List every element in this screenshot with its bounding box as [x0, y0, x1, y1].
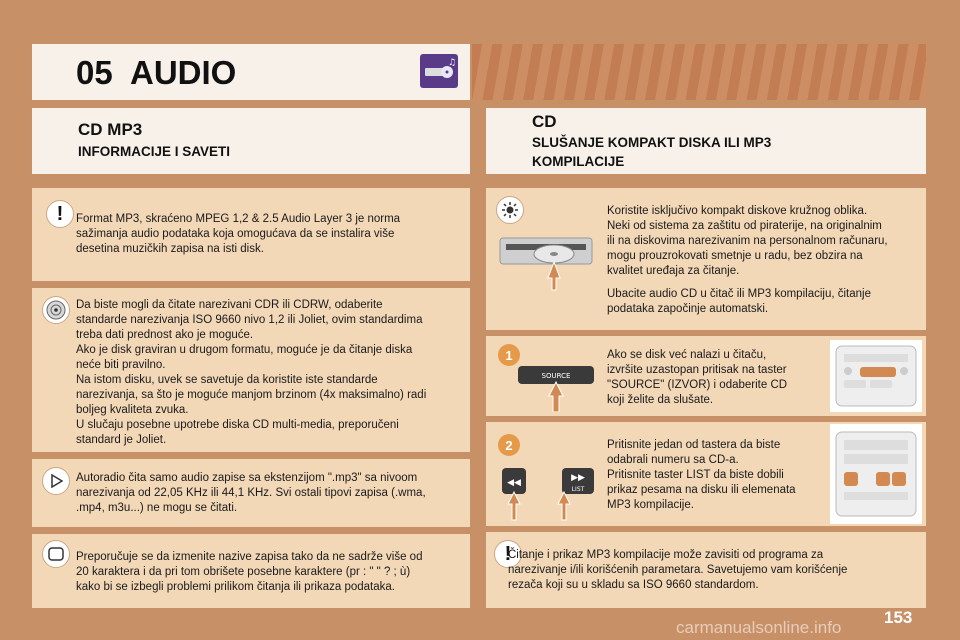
block-text: Format MP3, skraćeno MPEG 1,2 & 2.5 Audio Layer 3 je norma sažimanja audio podataka koja omogućava da se instalira više desetina muzičkih zapisa na isti disk. — [76, 213, 401, 255]
radio-panel-illustration-2 — [830, 424, 922, 524]
chapter-header — [32, 44, 470, 100]
block-text: Autoradio čita samo audio zapise sa ekstenzijom ".mp3" sa nivoom narezivanja od 22,05 KHz ili 44,1 KHz. Svi ostali tipovi zapisa (.wma, .mp4, m3u...) ne mogu se čitati. — [76, 472, 426, 514]
left-section-header — [32, 108, 470, 174]
svg-text:LIST: LIST — [571, 486, 585, 493]
block-text: Ako se disk već nalazi u čitaču, izvršite uzastopan pritisak na taster "SOURCE" (IZVOR) i odaberite CD koji želite da slušate. — [607, 349, 788, 406]
info-block-file-types — [32, 459, 470, 527]
watermark: carmanualsonline.info — [676, 618, 842, 637]
block-text: Pritisnite jedan od tastera da biste odabrali numeru sa CD-a. Pritisnite taster LIST da biste dobili prikaz pesama na disku ili elemenata MP3 kompilacije. — [607, 439, 796, 511]
cd-slot-illustration — [498, 232, 594, 270]
info-block-mp3-compilation — [486, 532, 926, 608]
info-block-disc-types — [486, 188, 926, 330]
page-number: 153 — [884, 608, 913, 627]
step-1-block — [486, 336, 926, 416]
block-text: Da biste mogli da čitate narezivani CDR ili CDRW, odaberite standarde narezivanja ISO 9660 nivo 1,2 ili Joliet, ovim standardima treba dati prednost ako je moguće. Ako je disk graviran u drugom formatu, moguće je da čitanje diska neće biti pravilno. Na istom disku, uvek se savetuje da koristite iste standarde narezivanja, sa što je moguće manjom brzinom (4x maksimalno) radi boljeg kvaliteta zvuka. U slučaju posebne upotrebe diska CD multi-media, preporučeni standard je Joliet. — [76, 299, 427, 446]
info-block-mp3-format — [32, 188, 470, 281]
right-section-subtitle-1: SLUŠANJE KOMPAKT DISKA ILI MP3 — [532, 135, 772, 150]
right-section-subtitle-2: KOMPILACIJE — [532, 154, 625, 169]
track-buttons-illustration — [500, 464, 600, 524]
step-2-block — [486, 422, 926, 526]
decorative-band — [472, 44, 926, 100]
svg-text:◀◀: ◀◀ — [507, 478, 521, 488]
left-section-title: CD MP3 — [78, 120, 143, 139]
info-block-burning-standards — [32, 288, 470, 452]
block-text: Preporučuje se da izmenite nazive zapisa tako da ne sadrže više od 20 karaktera i da pri tom obrišete posebne karaktere (pr : " " ? ; ù) kako bi se izbegli problemi prilikom čitanja ili prikaza podataka. — [76, 551, 423, 593]
svg-text:▶▶: ▶▶ — [571, 473, 585, 483]
right-section-title: CD — [532, 112, 557, 131]
svg-text:SOURCE: SOURCE — [541, 372, 571, 380]
warning-icon: ! — [494, 540, 522, 568]
disc-icon — [42, 296, 70, 324]
warning-icon: ! — [46, 200, 74, 228]
right-section-header — [486, 108, 926, 174]
step-2-number: 2 — [498, 434, 520, 456]
play-icon — [42, 467, 70, 495]
step-1-number: 1 — [498, 344, 520, 366]
info-block-file-names — [32, 534, 470, 608]
chapter-title: AUDIO — [130, 54, 237, 91]
audio-cd-icon — [420, 54, 458, 88]
sun-icon — [496, 196, 524, 224]
source-button-illustration — [516, 358, 596, 412]
chapter-number: 05 — [76, 54, 113, 91]
block-text: Čitanje i prikaz MP3 kompilacije može zavisiti od programa za narezivanje i/ili korišćenih parametara. Savetujemo vam korišćenje rezača koji su u skladu sa ISO 9660 standardom. — [508, 549, 848, 591]
left-section-subtitle: INFORMACIJE I SAVETI — [78, 144, 231, 159]
square-icon — [42, 540, 70, 568]
radio-panel-illustration-1 — [830, 340, 922, 412]
block-text: Koristite isključivo kompakt diskove kružnog oblika. Neki od sistema za zaštitu od piraterije, na originalnim ili na diskovima narezivanim na personalnom računaru, mogu prouzrokovati smetnje u radu, bez obzira na kvalitet uređaja za čitanje. Ubacite audio CD u čitač ili MP3 kompilaciju, čitanje podataka započinje automatski. — [607, 205, 888, 315]
svg-text:♫: ♫ — [448, 58, 457, 68]
